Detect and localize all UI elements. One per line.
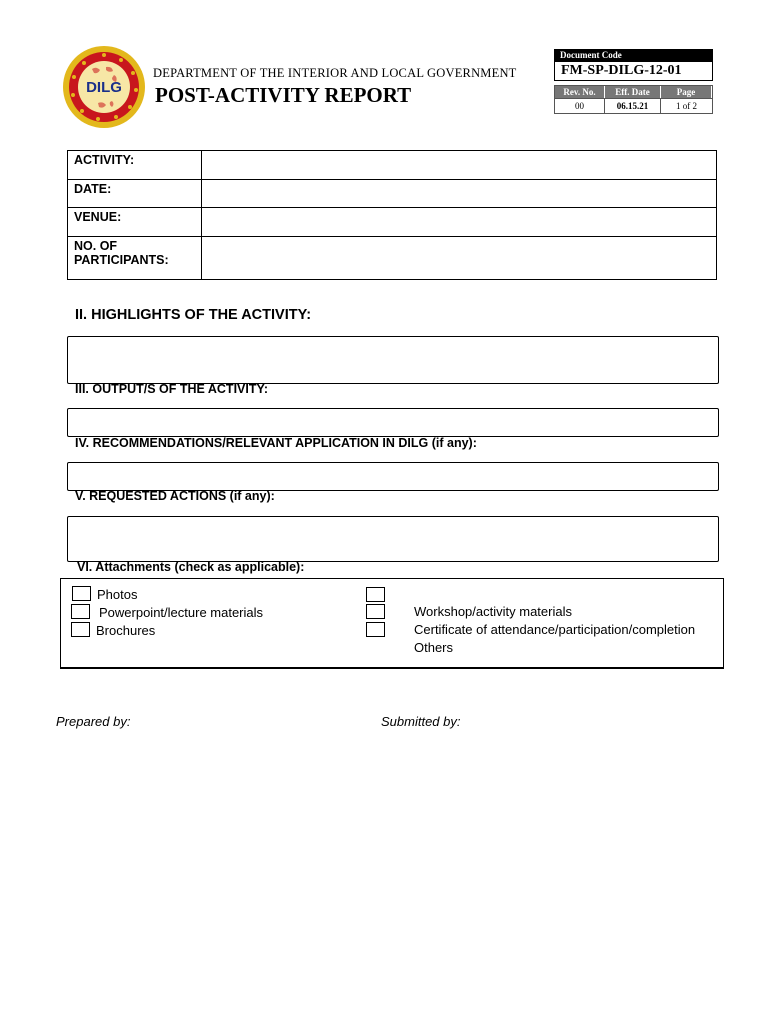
organization-name: DEPARTMENT OF THE INTERIOR AND LOCAL GOVERNMENT: [153, 66, 517, 80]
venue-field[interactable]: [202, 208, 717, 237]
page-label: Page: [661, 86, 712, 98]
photos-checkbox[interactable]: [72, 586, 91, 601]
eff-date-label: Eff. Date: [605, 86, 661, 98]
recommendations-heading: IV. RECOMMENDATIONS/RELEVANT APPLICATION IN DILG (if any):: [75, 436, 477, 450]
venue-label: VENUE:: [68, 208, 202, 237]
document-code-box: [554, 49, 713, 114]
date-row: [68, 180, 717, 208]
rev-no-value: 00: [555, 98, 605, 113]
certificate-checkbox[interactable]: [366, 604, 385, 619]
workshop-label: Workshop/activity materials: [414, 604, 572, 619]
participants-label-line1: NO. OF: [74, 239, 118, 253]
participants-row: [68, 237, 717, 280]
requested-actions-heading: V. REQUESTED ACTIONS (if any):: [75, 489, 275, 503]
logo-text: DILG: [86, 79, 122, 96]
brochures-label: Brochures: [96, 623, 156, 638]
form-title: POST-ACTIVITY REPORT: [155, 83, 412, 107]
venue-row: [68, 208, 717, 237]
others-checkbox[interactable]: [366, 622, 385, 637]
brochures-checkbox[interactable]: [71, 622, 90, 637]
rev-no-label: Rev. No.: [555, 86, 605, 98]
outputs-heading: III. OUTPUT/S OF THE ACTIVITY:: [75, 382, 269, 396]
page-value: 1 of 2: [661, 98, 712, 113]
participants-label: [68, 237, 202, 280]
activity-row: [68, 151, 717, 180]
document-code-label: Document Code: [554, 49, 713, 62]
prepared-by-label: Prepared by:: [56, 714, 131, 729]
highlights-field[interactable]: [67, 336, 719, 384]
powerpoint-label: Powerpoint/lecture materials: [99, 605, 264, 620]
document-meta-table: [554, 85, 713, 114]
date-label: DATE:: [68, 180, 202, 208]
date-field[interactable]: [202, 180, 717, 208]
participants-field[interactable]: [202, 237, 717, 280]
certificate-label: Certificate of attendance/participation/completion: [414, 622, 696, 637]
outputs-field[interactable]: [67, 408, 719, 437]
highlights-heading: II. HIGHLIGHTS OF THE ACTIVITY:: [75, 307, 312, 323]
activity-info-table: [67, 150, 717, 280]
workshop-checkbox[interactable]: [366, 587, 385, 602]
participants-label-line2: PARTICIPANTS:: [74, 253, 169, 267]
attachments-heading: VI. Attachments (check as applicable):: [77, 560, 305, 574]
requested-actions-field[interactable]: [67, 516, 719, 562]
dilg-logo: [62, 45, 146, 129]
submitted-by-label: Submitted by:: [381, 714, 461, 729]
activity-field[interactable]: [202, 151, 717, 180]
recommendations-field[interactable]: [67, 462, 719, 491]
photos-label: Photos: [97, 587, 138, 602]
powerpoint-checkbox[interactable]: [71, 604, 90, 619]
others-label: Others: [414, 640, 454, 655]
document-code-value: FM-SP-DILG-12-01: [554, 62, 713, 81]
activity-label: ACTIVITY:: [68, 151, 202, 180]
eff-date-value: 06.15.21: [605, 98, 661, 113]
